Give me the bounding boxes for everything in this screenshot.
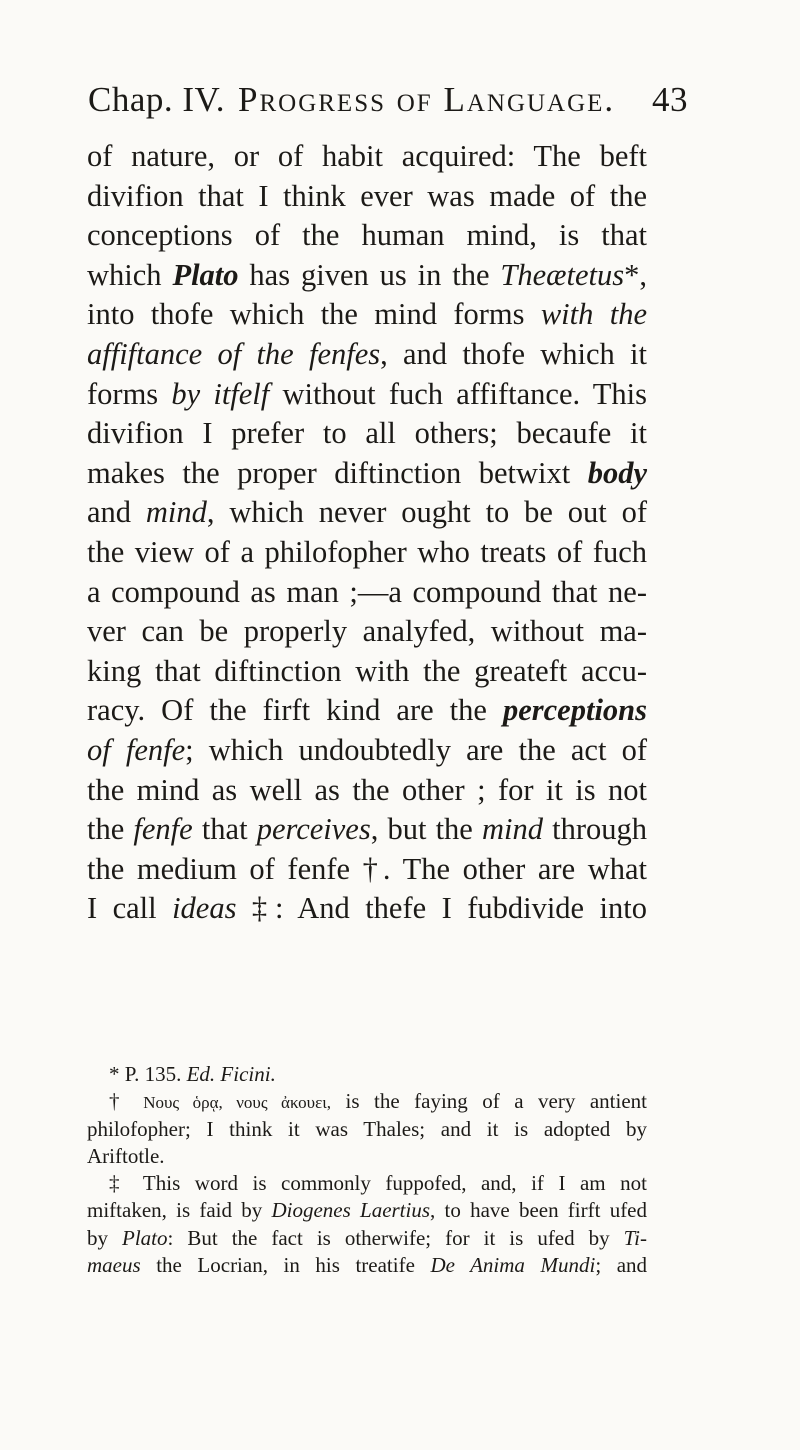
text-run: king that diftinction with the greateft accu- <box>87 653 647 688</box>
text-run: the medium of fenfe †. The other are what <box>87 851 647 886</box>
text-line <box>87 177 647 217</box>
text-run: , which never ought to be out of <box>206 495 647 530</box>
text-run: the <box>87 812 134 847</box>
text-run: without fuch affiftance. This <box>269 376 647 411</box>
text-run: a compound as man ;—a compound that ne- <box>87 574 647 609</box>
footnote-line <box>87 1170 647 1197</box>
text-run: ‡ This word is commonly fuppofed, and, if I am not <box>109 1171 647 1196</box>
text-run: forms <box>87 376 172 411</box>
italic-run: Diogenes Laertius <box>271 1198 431 1223</box>
italic-run: Plato <box>122 1225 168 1250</box>
text-line <box>87 493 647 533</box>
italic-run: of fenfe <box>87 732 186 767</box>
text-run: , but the <box>370 812 482 847</box>
italic-run: body <box>587 455 647 490</box>
text-line <box>87 612 647 652</box>
text-run: racy. Of the firft kind are the <box>87 693 503 728</box>
text-run: the Locrian, in his treatife <box>140 1253 431 1278</box>
text-run: ver can be properly analyfed, without ma- <box>87 614 647 649</box>
text-line <box>87 414 647 454</box>
text-line <box>87 810 647 850</box>
footnote-line <box>87 1252 647 1279</box>
body-text <box>87 137 647 929</box>
text-run: philofopher; I think it was Thales; and it is adopted by <box>87 1116 647 1141</box>
text-line <box>87 889 647 929</box>
text-line <box>87 335 647 375</box>
footnote-line <box>87 1116 647 1143</box>
italic-run: mind <box>145 495 207 530</box>
text-line <box>87 652 647 692</box>
footnote-line <box>87 1225 647 1252</box>
text-line <box>87 137 647 177</box>
text-run: which <box>87 257 173 292</box>
text-run: Ariftotle. <box>87 1143 165 1168</box>
footnotes <box>87 1061 647 1279</box>
footnote-line <box>87 1197 647 1224</box>
text-run: ‡: And thefe I fubdivide into <box>236 891 647 926</box>
italic-run: fenfe <box>133 812 193 847</box>
text-line <box>87 731 647 771</box>
text-run: through <box>542 812 647 847</box>
text-line <box>87 691 647 731</box>
italic-run: Theætetus <box>500 257 625 292</box>
text-run: has given us in the <box>238 257 501 292</box>
text-run: and <box>87 495 146 530</box>
footnote-line <box>87 1088 647 1115</box>
footnote-line <box>87 1143 647 1170</box>
text-run: the mind as well as the other ; for it is not <box>87 772 647 807</box>
text-run: miftaken, is faid by <box>87 1198 272 1223</box>
italic-run: mind <box>481 812 543 847</box>
text-line <box>87 454 647 494</box>
text-run: ; which undoubtedly are the act of <box>185 732 647 767</box>
text-line <box>87 256 647 296</box>
text-run: the view of a philofopher who treats of fuch <box>87 534 647 569</box>
text-run: † <box>109 1089 144 1114</box>
page-number: 43 <box>652 80 688 119</box>
text-run: I call <box>87 891 173 926</box>
italic-run: Ed. Ficini. <box>186 1062 276 1086</box>
running-title: Progress of Language. <box>238 80 616 119</box>
footnote-line <box>87 1061 647 1088</box>
text-line <box>87 573 647 613</box>
italic-run: Ti- <box>623 1225 647 1250</box>
text-run: ; and <box>595 1253 648 1278</box>
text-run: of nature, or of habit acquired: The beft <box>87 139 647 173</box>
text-line <box>87 850 647 890</box>
text-line <box>87 216 647 256</box>
text-run: makes the proper diftinction betwixt <box>87 455 588 490</box>
text-run: , to have been firft ufed <box>430 1198 648 1223</box>
text-run: : But the fact is otherwife; for it is ufed by <box>167 1225 624 1250</box>
text-run: into thofe which the mind forms <box>87 297 541 332</box>
italic-run: ideas <box>172 891 237 926</box>
italic-run: perceptions <box>502 693 647 728</box>
text-run: divifion I prefer to all others; becaufe it <box>87 416 647 451</box>
text-line <box>87 295 647 335</box>
running-head <box>88 80 688 128</box>
text-run: by <box>87 1225 123 1250</box>
chapter-label: Chap. IV. <box>88 80 226 119</box>
text-run: * P. 135. <box>109 1062 187 1086</box>
text-run: divifion that I think ever was made of the <box>87 178 647 213</box>
italic-run: affiftance of the fenfes <box>87 336 381 371</box>
italic-run: with the <box>540 297 647 332</box>
text-run: that <box>192 812 257 847</box>
italic-run: perceives <box>256 812 371 847</box>
text-line <box>87 771 647 811</box>
italic-run: maeus <box>87 1253 141 1278</box>
greek-run: Νους ὁρᾳ, νους ἀκουει, <box>143 1093 332 1113</box>
text-run: *, <box>624 257 647 292</box>
text-line <box>87 375 647 415</box>
italic-run: De Anima Mundi <box>430 1253 596 1278</box>
text-line <box>87 533 647 573</box>
text-run: conceptions of the human mind, is that <box>87 218 647 253</box>
italic-run: by itfelf <box>171 376 270 411</box>
text-run: is the faying of a very antient <box>331 1089 647 1114</box>
text-run: , and thofe which it <box>380 336 647 371</box>
italic-run: Plato <box>172 257 239 292</box>
